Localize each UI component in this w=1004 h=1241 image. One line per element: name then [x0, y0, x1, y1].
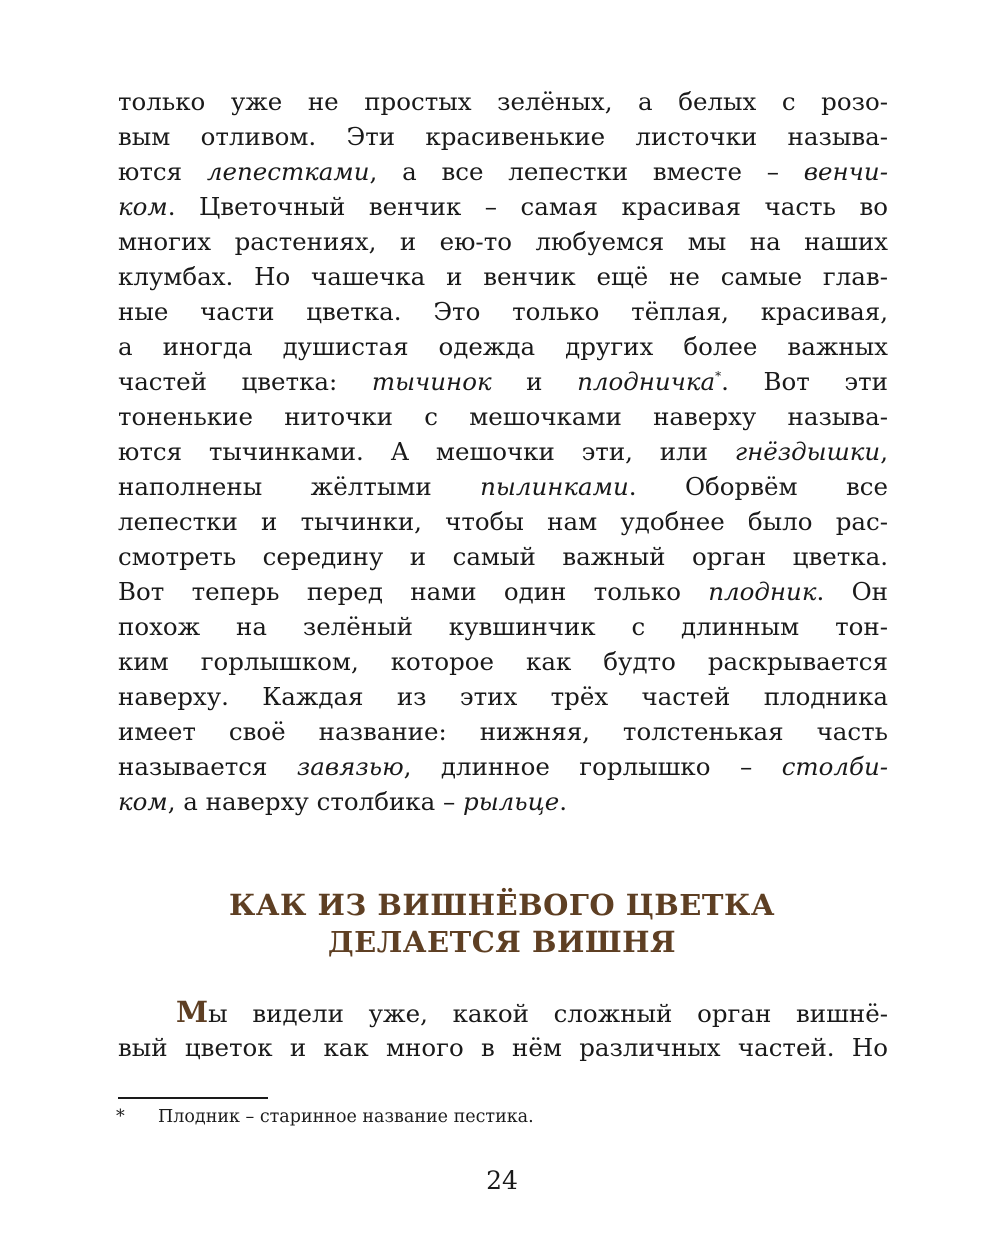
paragraph-line	[118, 539, 888, 574]
paragraph-line	[118, 119, 888, 154]
body-paragraph	[118, 84, 888, 819]
italic-term: плодник	[708, 577, 817, 606]
paragraph-line	[118, 329, 888, 364]
text-run: частей цветка:	[118, 367, 372, 396]
text-run: вым отливом. Эти красивенькие листочки называ-	[118, 122, 888, 151]
text-run: а иногда душистая одежда других более важных	[118, 332, 888, 361]
footnote-mark: *	[116, 1107, 125, 1127]
second-paragraph	[118, 995, 888, 1065]
paragraph-line	[118, 609, 888, 644]
text-run: . Оборвём все	[628, 472, 888, 501]
paragraph-line	[118, 364, 888, 399]
italic-term: тычинок	[371, 367, 492, 396]
text-run: . Цветочный венчик – самая красивая часть во	[167, 192, 888, 221]
paragraph-line	[118, 504, 888, 539]
text-run: ются тычинками. А мешочки эти, или	[118, 437, 735, 466]
paragraph-line	[118, 224, 888, 259]
text-run: , длинное горлышко –	[403, 752, 782, 781]
paragraph-line	[118, 749, 888, 784]
text-run: . Он	[816, 577, 888, 606]
footnote	[116, 1104, 896, 1130]
text-run: тоненькие ниточки с мешочками наверху называ-	[118, 402, 888, 431]
paragraph-line: вый цветок и как много в нём различных частей. Но	[118, 1033, 888, 1062]
paragraph-line	[118, 154, 888, 189]
text-run: , а наверху столбика –	[167, 787, 464, 816]
text-run: только уже не простых зелёных, а белых с розо-	[118, 87, 888, 116]
italic-term: венчи-	[803, 157, 888, 186]
paragraph-line-text: ы видели уже, какой сложный орган вишнё-	[208, 999, 888, 1028]
text-run: называется	[118, 752, 297, 781]
text-run: похож на зелёный кувшинчик с длинным тон-	[118, 612, 888, 641]
italic-term: столби-	[781, 752, 888, 781]
footnote-rule	[118, 1097, 268, 1099]
drop-cap: М	[176, 995, 209, 1029]
text-run: ются	[118, 157, 207, 186]
paragraph-line	[118, 84, 888, 119]
paragraph-line	[118, 469, 888, 504]
paragraph-line	[118, 259, 888, 294]
italic-term: ком	[118, 787, 168, 816]
paragraph-line	[118, 679, 888, 714]
text-run: , а все лепестки вместе –	[369, 157, 804, 186]
paragraph-line	[118, 644, 888, 679]
paragraph-line	[118, 294, 888, 329]
paragraph-line	[118, 399, 888, 434]
text-run: смотреть середину и самый важный орган цветка.	[118, 542, 888, 571]
text-run: ные части цветка. Это только тёплая, красивая,	[118, 297, 888, 326]
text-run: . Вот эти	[721, 367, 888, 396]
italic-term: плодничка	[577, 367, 716, 396]
footnote-reference: *	[715, 369, 722, 383]
italic-term: рыльце	[463, 787, 560, 816]
text-run: клумбах. Но чашечка и венчик ещё не самые глав-	[118, 262, 888, 291]
text-run: ким горлышком, которое как будто раскрывается	[118, 647, 888, 676]
text-run: наполнены жёлтыми	[118, 472, 481, 501]
text-run: ,	[880, 437, 888, 466]
paragraph-line	[118, 574, 888, 609]
text-run: наверху. Каждая из этих трёх частей плодника	[118, 682, 888, 711]
text-run: .	[559, 787, 567, 816]
italic-term: завязью	[296, 752, 404, 781]
text-run: многих растениях, и ею-то любуемся мы на наших	[118, 227, 888, 256]
section-heading-line-2: ДЕЛАЕТСЯ ВИШНЯ	[327, 925, 677, 959]
italic-term: гнёздышки	[734, 437, 881, 466]
text-run: лепестки и тычинки, чтобы нам удобнее было рас-	[118, 507, 888, 536]
text-run: Вот теперь перед нами один только	[118, 577, 709, 606]
italic-term: ком	[118, 192, 168, 221]
paragraph-line	[118, 784, 888, 819]
paragraph-line	[118, 714, 888, 749]
italic-term: пылинками	[480, 472, 629, 501]
footnote-text: Плодник – старинное название пестика.	[158, 1107, 534, 1127]
text-run: имеет своё название: нижняя, толстенькая часть	[118, 717, 888, 746]
section-heading-line-1: КАК ИЗ ВИШНЁВОГО ЦВЕТКА	[229, 888, 775, 922]
italic-term: лепестками	[206, 157, 370, 186]
text-run: и	[491, 367, 578, 396]
paragraph-line	[118, 995, 888, 1030]
page-number: 24	[486, 1166, 518, 1195]
paragraph-line	[118, 434, 888, 469]
paragraph-line	[118, 189, 888, 224]
